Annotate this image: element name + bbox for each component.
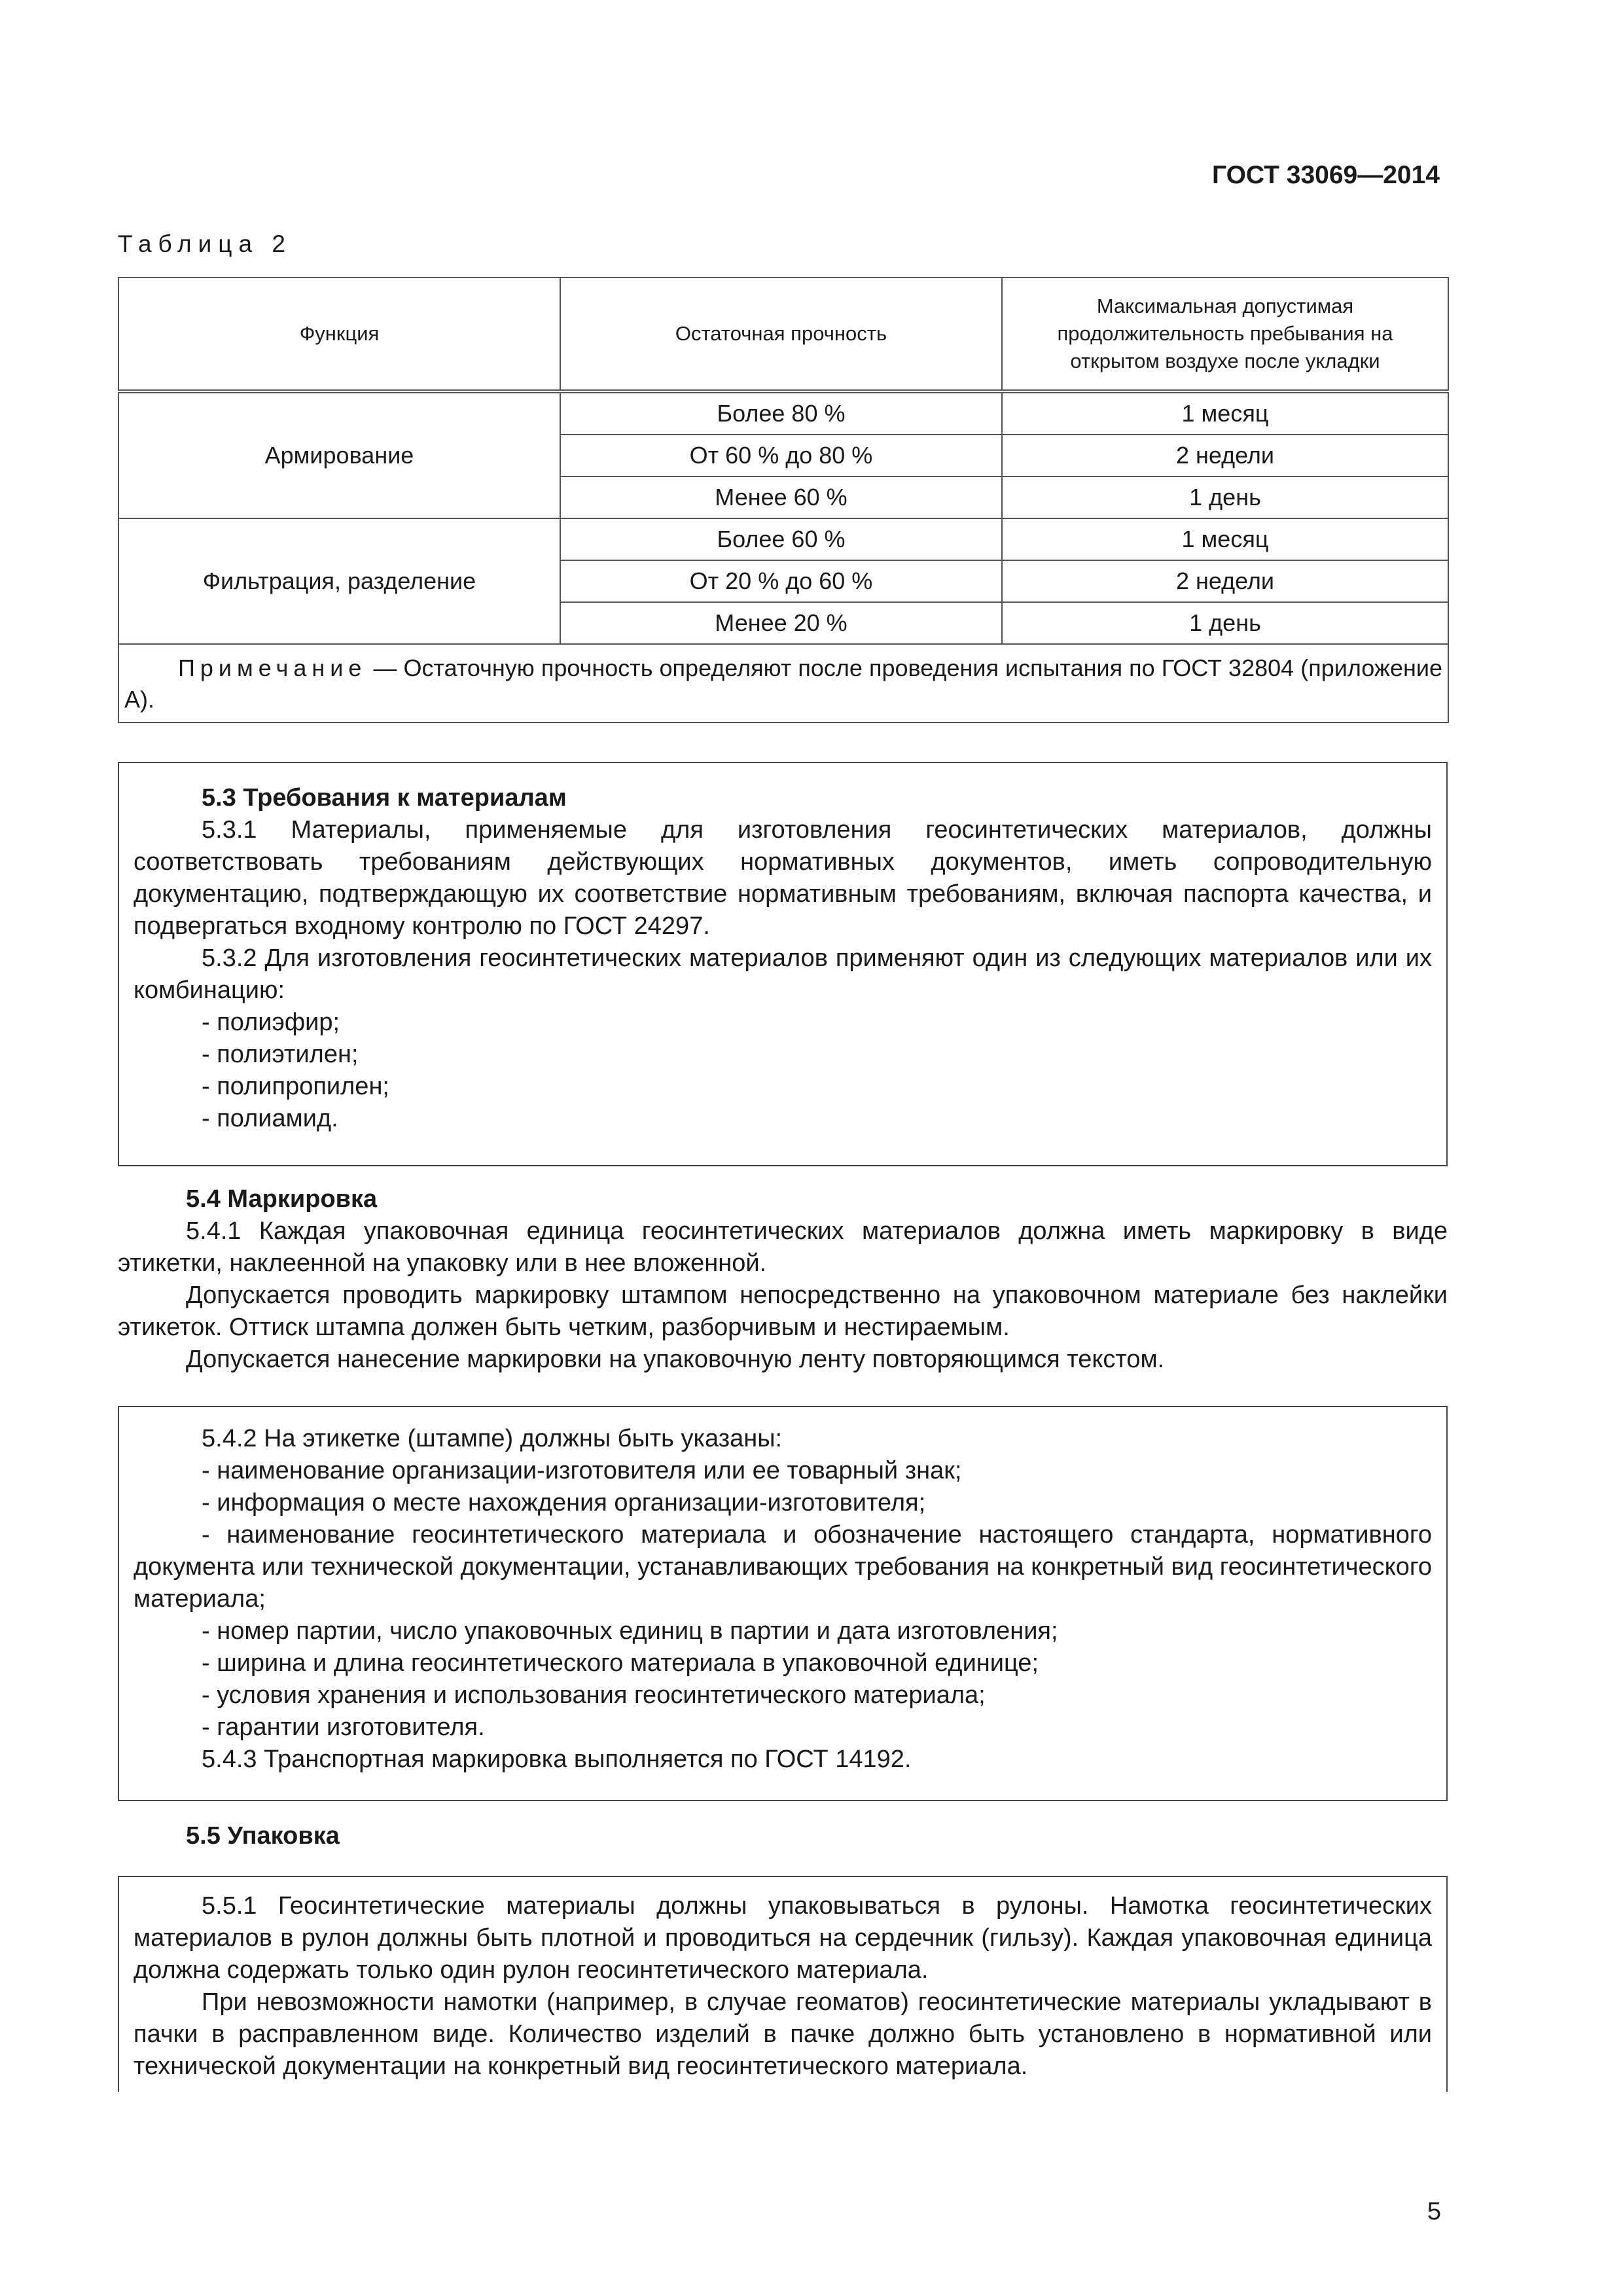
function-cell: Фильтрация, разделение <box>118 518 560 644</box>
column-header-duration: Максимальная допустимая продолжительность пребывания на открытом воздухе после укладки <box>1002 278 1448 391</box>
paragraph-5-5-1: 5.5.1 Геосинтетические материалы должны упаковываться в рулоны. Намотка геосинтетических материалов в рулон должны быть плотной и проводиться на сердечник (гильзу). Каждая упаковочная единица должна содержать только один рулон геосинтетического материала. <box>134 1892 1432 1984</box>
paragraph-stamp: Допускается проводить маркировку штампом непосредственно на упаковочном материале без наклейки этикеток. Оттиск штампа должен быть четким, разборчивым и нестираемым. <box>118 1282 1448 1341</box>
duration-cell: 1 день <box>1002 602 1448 644</box>
paragraph-5-4-2: 5.4.2 На этикетке (штампе) должны быть указаны: <box>202 1425 783 1452</box>
duration-cell: 2 недели <box>1002 560 1448 602</box>
section-5-3-title: 5.3 Требования к материалам <box>202 784 567 812</box>
paragraph-5-3-2: 5.3.2 Для изготовления геосинтетических материалов применяют один из следующих материалов или их комбинацию: <box>134 944 1432 1004</box>
duration-cell: 1 месяц <box>1002 391 1448 435</box>
section-5-5-1-box <box>118 1876 1448 2092</box>
table-caption: Таблица 2 <box>118 230 292 257</box>
table-header-row <box>118 278 1448 391</box>
section-5-3-box <box>118 762 1448 1166</box>
section-5-4-intro <box>118 1183 1448 1376</box>
table-note <box>118 644 1448 723</box>
paragraph-tape: Допускается нанесение маркировки на упаковочную ленту повторяющимся текстом. <box>186 1346 1165 1373</box>
list-item: - номер партии, число упаковочных единиц в партии и дата изготовления; <box>202 1617 1058 1645</box>
list-item: - информация о месте нахождения организации-изготовителя; <box>202 1489 926 1516</box>
duration-cell: 1 месяц <box>1002 518 1448 560</box>
column-header-function: Функция <box>118 278 560 391</box>
section-5-4-title: 5.4 Маркировка <box>186 1185 378 1213</box>
page-number: 5 <box>1427 2198 1441 2225</box>
strength-cell: Менее 20 % <box>560 602 1002 644</box>
duration-cell: 1 день <box>1002 476 1448 518</box>
strength-cell: Более 60 % <box>560 518 1002 560</box>
list-item: - ширина и длина геосинтетического материала в упаковочной единице; <box>202 1649 1039 1677</box>
list-item: - наименование организации-изготовителя или ее товарный знак; <box>202 1457 962 1484</box>
list-item: - условия хранения и использования геосинтетического материала; <box>202 1681 986 1709</box>
standard-header: ГОСТ 33069—2014 <box>1212 161 1440 189</box>
strength-cell: От 20 % до 60 % <box>560 560 1002 602</box>
strength-cell: Менее 60 % <box>560 476 1002 518</box>
list-item: - гарантии изготовителя. <box>202 1713 485 1741</box>
table-row <box>118 391 1448 435</box>
table-row <box>118 518 1448 560</box>
list-item: - полипропилен; <box>202 1073 389 1100</box>
list-item: - полиамид. <box>202 1105 338 1132</box>
section-5-5-intro <box>118 1820 1448 1852</box>
note-text: — Остаточную прочность определяют после проведения испытания по ГОСТ 32804 (приложение А). <box>124 655 1442 713</box>
strength-cell: Более 80 % <box>560 391 1002 435</box>
section-5-5-title: 5.5 Упаковка <box>186 1822 340 1850</box>
table-2 <box>118 277 1449 723</box>
paragraph-5-3-1: 5.3.1 Материалы, применяемые для изготовления геосинтетических материалов, должны соответствовать требованиям действующих нормативных документов, иметь сопроводительную документацию, подтверждающую их соответствие нормативным требованиям, включая паспорта качества, и подвергаться входному контролю по ГОСТ 24297. <box>134 816 1432 940</box>
list-item: - полиэтилен; <box>202 1041 359 1068</box>
paragraph-5-4-1: 5.4.1 Каждая упаковочная единица геосинтетических материалов должна иметь маркировку в виде этикетки, наклеенной на упаковку или в нее вложенной. <box>118 1217 1448 1277</box>
table-note-row <box>118 644 1448 723</box>
list-item: - наименование геосинтетического материала и обозначение настоящего стандарта, нормативного документа или технической документации, устанавливающих требования на конкретный вид геосинтетического материала; <box>134 1521 1432 1613</box>
column-header-strength: Остаточная прочность <box>560 278 1002 391</box>
section-5-4-2-box <box>118 1406 1448 1801</box>
strength-cell: От 60 % до 80 % <box>560 435 1002 476</box>
list-item: - полиэфир; <box>202 1009 340 1036</box>
paragraph-5-4-3: 5.4.3 Транспортная маркировка выполняется по ГОСТ 14192. <box>202 1746 912 1773</box>
duration-cell: 2 недели <box>1002 435 1448 476</box>
function-cell: Армирование <box>118 391 560 518</box>
note-label: Примечание <box>178 655 367 681</box>
paragraph-5-5-packs: При невозможности намотки (например, в случае геоматов) геосинтетические материалы укладывают в пачки в расправленном виде. Количество изделий в пачке должно быть установлено в нормативной или технической документации на конкретный вид геосинтетического материала. <box>134 1988 1432 2080</box>
